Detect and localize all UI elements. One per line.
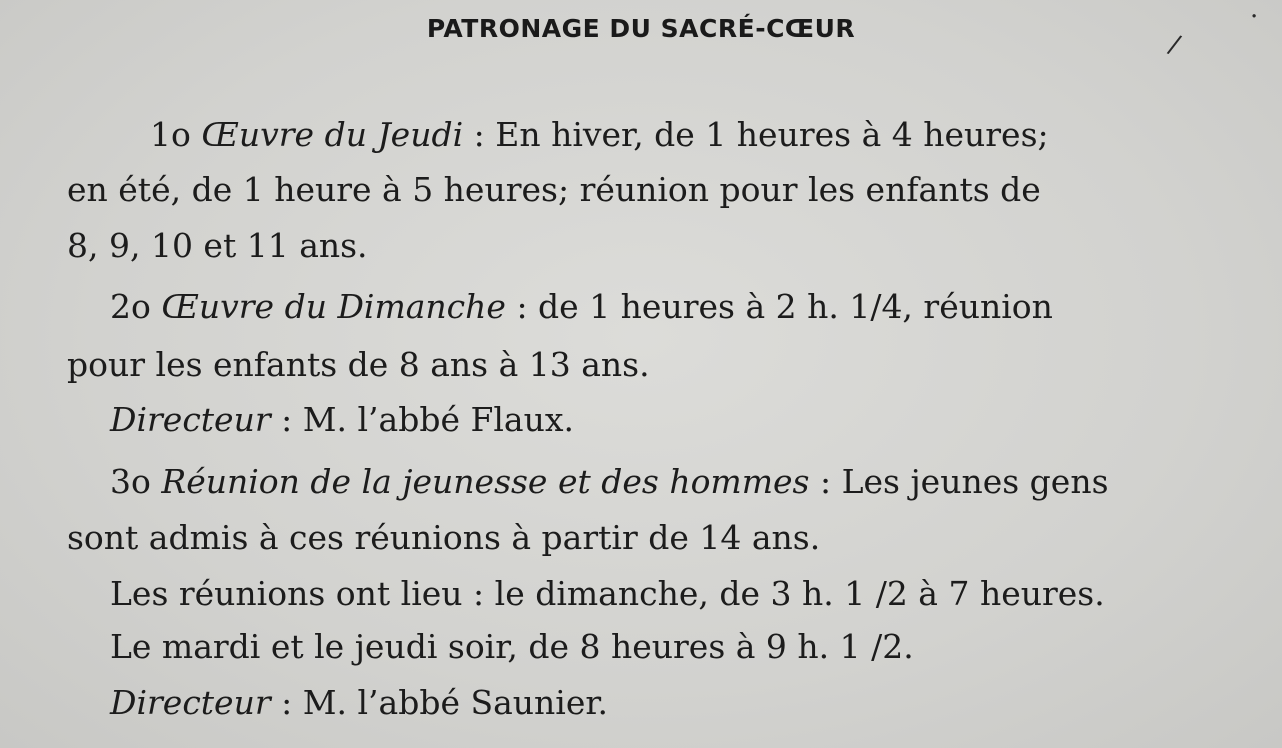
section-3-director-label: Directeur [110,683,271,722]
section-1-number: 1o [150,115,202,154]
section-2-line-1 [110,287,1053,327]
section-2-line-1-text: : de 1 heures à 2 h. 1/4, réunion [505,287,1053,326]
section-1-line-1 [150,115,1049,155]
section-3-line-1 [110,462,1109,502]
section-3-line-3: Les réunions ont lieu : le dimanche, de 3 h. 1 /2 à 7 heures. [110,574,1105,613]
section-2-title: Œuvre du Dimanche [161,287,506,326]
section-1-line-1-text: : En hiver, de 1 heures à 4 heures; [463,115,1049,154]
section-3-title: Réunion de la jeunesse et des hommes [161,462,810,501]
section-3-line-2: sont admis à ces réunions à partir de 14 ans. [67,518,821,557]
section-3-director-name: : M. l’abbé Saunier. [270,683,608,722]
margin-dot-mark: · [1250,2,1259,32]
section-3-line-4: Le mardi et le jeudi soir, de 8 heures à 9 h. 1 /2. [110,627,914,666]
section-2-director-name: : M. l’abbé Flaux. [270,400,574,439]
section-3-director [110,683,608,723]
section-2-director [110,400,574,440]
section-2-line-2: pour les enfants de 8 ans à 13 ans. [67,345,650,384]
section-3-number: 3o [110,462,162,501]
section-1-title: Œuvre du Jeudi [201,115,464,154]
section-1-line-3: 8, 9, 10 et 11 ans. [67,226,368,265]
section-1-line-2: en été, de 1 heure à 5 heures; réunion pour les enfants de [67,170,1041,209]
section-2-director-label: Directeur [110,400,271,439]
margin-slash-mark: / [1165,29,1184,61]
section-2-number: 2o [110,287,162,326]
section-3-line-1-text: : Les jeunes gens [809,462,1109,501]
page-heading: PATRONAGE DU SACRÉ-CŒUR [426,14,856,43]
